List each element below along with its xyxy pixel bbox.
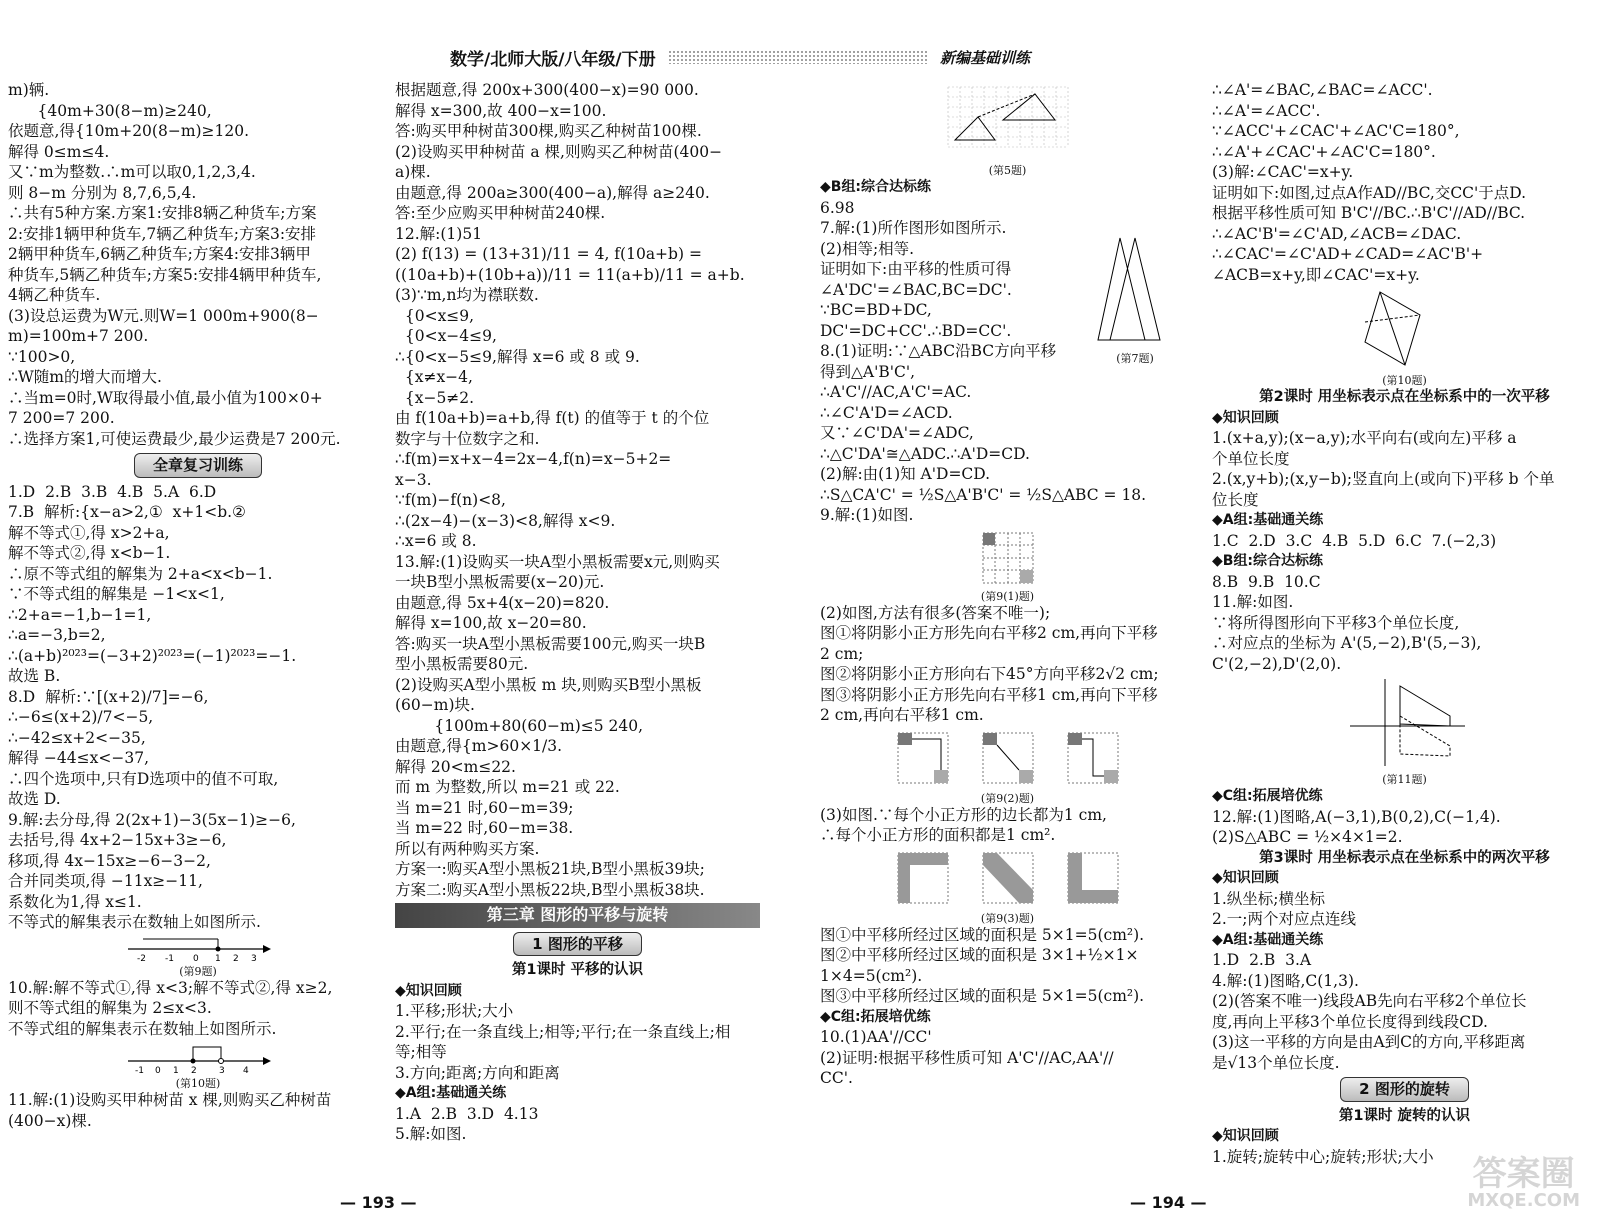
text-line: ∴W随m的增大而增大. xyxy=(8,368,162,386)
text-line: 证明如下:由平移的性质可得 xyxy=(820,260,1012,278)
text-line: {40m+30(8−m)≥240, xyxy=(8,101,212,120)
lines-col2b xyxy=(395,981,760,1145)
text-line: {x≠x−4, xyxy=(395,368,473,386)
text-line: 而 m 为整数,所以 m=21 或 22. xyxy=(395,778,620,796)
text-line: ∴当m=0时,W取得最小值,最小值为100×0+ xyxy=(8,388,323,407)
text-line: 系数化为1,得 x≤1. xyxy=(8,892,142,911)
tick: 1 xyxy=(215,953,221,963)
tick: 0 xyxy=(155,1066,161,1075)
text-line: ◆A组:基础通关练 xyxy=(395,1085,507,1101)
text-line: 1.C 2.D 3.C 4.B 5.D 6.C 7.(−2,3) xyxy=(1212,531,1497,550)
text-line: 又∵∠C'DA'=∠ADC, xyxy=(820,424,974,442)
text-line: 2:安排1辆甲种货车,7辆乙种货车;方案3:安排 xyxy=(8,224,317,243)
section-band-2: 2 图形的旋转 xyxy=(1212,1077,1597,1102)
text-line: ∴共有5种方案.方案1:安排8辆乙种货车;方案 xyxy=(8,204,317,222)
text-line: 6.98 xyxy=(820,198,855,217)
caption-q7: (第7题) xyxy=(1116,352,1154,365)
caption-q10: (第10题) xyxy=(175,1077,221,1090)
text-line: 解不等式②,得 x<b−1. xyxy=(8,544,171,562)
text-line: 位长度 xyxy=(1212,490,1259,509)
text-line: ◆A组:基础通关练 xyxy=(1212,931,1324,948)
text-line: 不等式组的解集表示在数轴上如图所示. xyxy=(8,1019,277,1038)
text-line: DC'=DC+CC'.∴BD=CC'. xyxy=(820,321,1012,340)
text-line: 答:至少应购买甲种树苗240棵. xyxy=(395,204,606,222)
caption-q9-3: (第9(3)题) xyxy=(980,911,1035,925)
text-line: 4.解:(1)图略,C(1,3). xyxy=(1212,971,1359,990)
text-line: 7.解:(1)所作图形如图所示. xyxy=(820,219,1007,237)
lines-col3b xyxy=(820,341,1195,526)
text-line: {0<x−4≤9, xyxy=(395,327,497,345)
text-line: 5.解:如图. xyxy=(395,1125,467,1143)
text-line: ∴∠A'+∠CAC'+∠AC'C=180°. xyxy=(1212,142,1436,161)
text-line: 解得 −44≤x<−37, xyxy=(8,749,149,767)
text-line: ∴f(m)=x+x−4=2x−4,f(n)=x−5+2= xyxy=(395,450,672,468)
lesson-title-2: 第2课时 用坐标表示点在坐标系中的一次平移 xyxy=(1259,389,1550,405)
page-header xyxy=(450,44,1030,70)
text-line: ∴∠A'=∠BAC,∠BAC=∠ACC'. xyxy=(1212,81,1433,99)
text-line: 1.纵坐标;横坐标 xyxy=(1212,889,1326,908)
number-line-q9 xyxy=(123,935,273,963)
lines-col1c xyxy=(8,978,388,1040)
header-title: 数学/北师大版/八年级/下册 xyxy=(450,49,656,70)
text-line: 9.解:去分母,得 2(2x+1)−3(5x−1)≥−6, xyxy=(8,810,296,829)
chapter-banner: 第三章 图形的平移与旋转 xyxy=(395,903,760,928)
text-line: 故选 D. xyxy=(8,790,61,808)
text-line: ∵将所得图形向下平移3个单位长度, xyxy=(1212,613,1460,632)
text-line: 所以有两种购买方案. xyxy=(395,839,540,858)
text-line: 1.旋转;旋转中心;旋转;形状;大小 xyxy=(1212,1147,1434,1166)
figure-q9-1 xyxy=(978,528,1038,588)
text-line: 12.解:(1)51 xyxy=(395,224,483,243)
number-line-q10 xyxy=(123,1041,273,1075)
text-line: ∴∠A'=∠ACC'. xyxy=(1212,101,1321,120)
text-line: 不等式的解集表示在数轴上如图所示. xyxy=(8,913,261,931)
text-line: 12.解:(1)图略,A(−3,1),B(0,2),C(−1,4). xyxy=(1212,807,1501,826)
text-line: 型小黑板需要80元. xyxy=(395,655,529,673)
text-line: 10.解:解不等式①,得 x<3;解不等式②,得 x≥2, xyxy=(8,978,333,997)
text-line: 2 cm,再向右平移1 cm. xyxy=(820,706,984,724)
lines-col1 xyxy=(8,80,388,449)
text-line: 合并同类项,得 −11x≥−11, xyxy=(8,872,203,890)
text-line: (2)如图,方法有很多(答案不唯一); xyxy=(820,603,1051,622)
tick: -2 xyxy=(137,953,146,963)
text-line: 一块B型小黑板需要(x−20)元. xyxy=(395,573,605,591)
tick: 3 xyxy=(251,953,257,963)
text-line: ∴(a+b)²⁰²³=(−3+2)²⁰²³=(−1)²⁰²³=−1. xyxy=(8,646,297,665)
text-line: (2)(答案不唯一)线段AB先向右平移2个单位长 xyxy=(1212,992,1527,1010)
tick: 3 xyxy=(219,1066,225,1075)
text-line: 8.B 9.B 10.C xyxy=(1212,572,1321,591)
text-line: x−3. xyxy=(395,470,432,489)
text-line: 依题意,得{10m+20(8−m)≥120. xyxy=(8,122,250,140)
text-line: ∴{0<x−5≤9,解得 x=6 或 8 或 9. xyxy=(395,347,640,366)
text-line: ∴四个选项中,只有D选项中的值不可取, xyxy=(8,769,279,788)
text-line: 3.方向;距离;方向和距离 xyxy=(395,1063,560,1082)
text-line: 由 f(10a+b)=a+b,得 f(t) 的值等于 t 的个位 xyxy=(395,409,710,427)
text-line: 根据平移性质可知 B'C'//BC.∴B'C'//AD//BC. xyxy=(1212,204,1526,222)
text-line: 又∵m为整数.∴m可以取0,1,2,3,4. xyxy=(8,163,256,181)
text-line: 2 cm; xyxy=(820,644,864,663)
text-line: ∴∠CAC'=∠C'AD+∠CAD=∠AC'B'+ xyxy=(1212,245,1484,263)
text-line: ∠A'DC'=∠BAC,BC=DC'. xyxy=(820,280,1012,299)
text-line: 答:购买一块A型小黑板需要100元,购买一块B xyxy=(395,634,706,653)
caption-q10b: (第10题) xyxy=(1382,374,1427,387)
lesson-title-3: 第3课时 用坐标表示点在坐标系中的两次平移 xyxy=(1259,849,1550,866)
text-line: 解得 x=100,故 x−20=80. xyxy=(395,614,587,632)
text-line: 图③中平移所经过区域的面积是 5×1=5(cm²). xyxy=(820,987,1145,1005)
text-line: ∴−42≤x+2<−35, xyxy=(8,728,146,747)
text-line: ∴A'C'//AC,A'C'=AC. xyxy=(820,383,972,401)
caption-q9: (第9题) xyxy=(179,964,217,978)
text-line: (2)相等;相等. xyxy=(820,239,915,258)
text-line: {100m+80(60−m)≤5 240, xyxy=(395,716,644,735)
figure-q11 xyxy=(1340,676,1470,771)
lines-col2 xyxy=(395,80,760,900)
text-line: 由题意,得 200a≥300(400−a),解得 a≥240. xyxy=(395,183,710,202)
text-line: 证明如下:如图,过点A作AD//BC,交CC'于点D. xyxy=(1212,183,1527,202)
text-line: 1.(x+a,y);(x−a,y);水平向右(或向左)平移 a xyxy=(1212,429,1517,447)
text-line: (2)设购买A型小黑板 m 块,则购买B型小黑板 xyxy=(395,675,702,694)
text-line: 度,再向上平移3个单位长度得到线段CD. xyxy=(1212,1012,1488,1031)
text-line: 11.解:(1)设购买甲种树苗 x 棵,则购买乙种树苗 xyxy=(8,1091,332,1109)
text-line: ∠ACB=x+y,即∠CAC'=x+y. xyxy=(1212,265,1420,284)
text-line: ∵100>0, xyxy=(8,347,76,366)
text-line: ◆A组:基础通关练 xyxy=(1212,512,1324,528)
text-line: 由题意,得{m>60×1/3. xyxy=(395,737,563,755)
text-line: ∴每个小正方形的面积都是1 cm². xyxy=(820,826,1056,844)
column-4 xyxy=(1212,80,1597,1167)
tick: -1 xyxy=(135,1066,144,1075)
lines-col3e xyxy=(820,925,1195,1089)
text-line: ◆B组:综合达标练 xyxy=(820,179,932,195)
text-line: ∴S△CA'C' = ½S△A'B'C' = ½S△ABC = 18. xyxy=(820,485,1147,504)
lines-col4c xyxy=(1212,786,1597,848)
caption-q9-2: (第9(2)题) xyxy=(980,791,1035,805)
text-line: 由题意,得 5x+4(x−20)=820. xyxy=(395,593,610,612)
tick: 0 xyxy=(193,953,199,963)
text-line: 1.D 2.B 3.A xyxy=(1212,951,1312,969)
text-line: CC'. xyxy=(820,1069,853,1087)
text-line: (60−m)块. xyxy=(395,696,475,714)
text-line: ∴x=6 或 8. xyxy=(395,532,477,550)
section-band-1: 1 图形的平移 xyxy=(395,932,760,957)
text-line: ◆B组:综合达标练 xyxy=(1212,553,1324,569)
text-line: 图②中平移所经过区域的面积是 3×1+½×1× xyxy=(820,946,1139,964)
text-line: ∵不等式组的解集是 −1<x<1, xyxy=(8,585,225,603)
text-line: 10.(1)AA'//CC' xyxy=(820,1028,932,1046)
text-line: ∴−6≤(x+2)/7<−5, xyxy=(8,708,154,726)
lines-col1d xyxy=(8,1090,388,1131)
watermark-line1: 答案圈 xyxy=(1472,1154,1575,1194)
text-line: (2)设购买甲种树苗 a 棵,则购买乙种树苗(400− xyxy=(395,142,723,161)
text-line: 2辆甲种货车,6辆乙种货车;方案4:安排3辆甲 xyxy=(8,245,311,263)
text-line: 1×4=5(cm²). xyxy=(820,966,923,985)
column-3 xyxy=(820,80,1195,1089)
watermark-line2: MXQE.COM xyxy=(1467,1190,1580,1211)
lines-col3c xyxy=(820,603,1195,726)
text-line: 当 m=22 时,60−m=38. xyxy=(395,819,574,837)
text-line: 解不等式①,得 x>2+a, xyxy=(8,523,170,542)
text-line: 图①中平移所经过区域的面积是 5×1=5(cm²). xyxy=(820,925,1145,944)
text-line: (2)S△ABC = ½×4×1=2. xyxy=(1212,828,1403,846)
text-line: 1.A 2.B 3.D 4.13 xyxy=(395,1104,539,1123)
text-line: 2.(x,y+b);(x,y−b);竖直向上(或向下)平移 b 个单 xyxy=(1212,470,1555,488)
text-line: ∴对应点的坐标为 A'(5,−2),B'(5,−3), xyxy=(1212,634,1482,652)
text-line: 解得 0≤m≤4. xyxy=(8,142,110,161)
tick: 2 xyxy=(191,1066,197,1075)
text-line: ∴2+a=−1,b−1=1, xyxy=(8,605,152,624)
text-line: 当 m=21 时,60−m=39; xyxy=(395,798,574,817)
lines-col4b xyxy=(1212,408,1597,675)
page-number-right: — 194 — xyxy=(1130,1193,1207,1212)
tick: 4 xyxy=(243,1066,249,1075)
text-line: ∵BC=BD+DC, xyxy=(820,301,932,319)
text-line: 根据题意,得 200x+300(400−x)=90 000. xyxy=(395,81,699,99)
text-line: 11.解:如图. xyxy=(1212,593,1294,611)
text-line: ∴选择方案1,可使运费最少,最少运费是7 200元. xyxy=(8,429,341,448)
text-line: 图①将阴影小正方形先向右平移2 cm,再向下平移 xyxy=(820,624,1158,642)
caption-q9-1: (第9(1)题) xyxy=(980,589,1035,603)
text-line: 1.D 2.B 3.B 4.B 5.A 6.D xyxy=(8,482,217,501)
text-line: ∴(2x−4)−(x−3)<8,解得 x<9. xyxy=(395,511,616,530)
text-line: 数字与十位数字之和. xyxy=(395,429,540,448)
text-line: ∴△C'DA'≅△ADC.∴A'D=CD. xyxy=(820,444,1030,463)
figure-q9-2 xyxy=(888,728,1128,790)
text-line: 解得 20<m≤22. xyxy=(395,757,516,776)
text-line: ◆知识回顾 xyxy=(395,982,462,999)
figure-q10 xyxy=(1355,287,1455,372)
tick: 2 xyxy=(233,953,239,963)
column-2 xyxy=(395,80,760,1145)
text-line: C'(2,−2),D'(2,0). xyxy=(1212,654,1342,673)
tick: -1 xyxy=(165,953,174,963)
text-line: 等;相等 xyxy=(395,1043,447,1061)
lines-col4d xyxy=(1212,868,1597,1073)
text-line: ◆知识回顾 xyxy=(1212,409,1279,426)
text-line: (2) f(13) = (13+31)/11 = 4, f(10a+b) = xyxy=(395,245,702,263)
text-line: ∵∠ACC'+∠CAC'+∠AC'C=180°, xyxy=(1212,122,1460,140)
text-line: 移项,得 4x−15x≥−6−3−2, xyxy=(8,851,211,870)
text-line: (400−x)棵. xyxy=(8,1111,92,1130)
text-line: 图②将阴影小正方形向右下45°方向平移2√2 cm; xyxy=(820,665,1159,683)
text-line: 7 200=7 200. xyxy=(8,409,115,427)
text-line: (3)∵m,n均为襟联数. xyxy=(395,286,539,304)
text-line: 图③将阴影小正方形先向右平移1 cm,再向下平移 xyxy=(820,685,1158,704)
text-line: 种货车,5辆乙种货车;方案5:安排4辆甲种货车, xyxy=(8,265,322,284)
text-line: ◆知识回顾 xyxy=(1212,1128,1279,1144)
watermark xyxy=(1467,1154,1580,1211)
text-line: ∴原不等式组的解集为 2+a<x<b−1. xyxy=(8,564,273,583)
text-line: (3)这一平移的方向是由A到C的方向,平移距离 xyxy=(1212,1033,1526,1051)
text-line: 答:购买甲种树苗300棵,购买乙种树苗100棵. xyxy=(395,122,702,140)
text-line: 8.(1)证明:∵△ABC沿BC方向平移 xyxy=(820,342,1057,360)
lesson-title-1: 第1课时 平移的认识 xyxy=(511,962,644,978)
text-line: 8.D 解析:∵[(x+2)/7]=−6, xyxy=(8,687,209,706)
text-line: 是√13个单位长度. xyxy=(1212,1053,1340,1072)
column-1 xyxy=(8,80,388,1131)
text-line: 2.一;两个对应点连线 xyxy=(1212,910,1357,928)
text-line: {x−5≠2. xyxy=(395,388,475,407)
figure-q9-3 xyxy=(888,848,1128,910)
figure-q5 xyxy=(943,82,1073,162)
text-line: 4辆乙种货车. xyxy=(8,286,101,304)
text-line: 2.平行;在一条直线上;相等;平行;在一条直线上;相 xyxy=(395,1022,731,1041)
lesson-title-4: 第1课时 旋转的认识 xyxy=(1338,1107,1471,1124)
axis9-labels xyxy=(137,954,257,963)
text-line: (3)解:∠CAC'=x+y. xyxy=(1212,163,1354,181)
text-line: ◆C组:拓展培优练 xyxy=(820,1008,931,1025)
text-line: 解得 x=300,故 400−x=100. xyxy=(395,101,607,120)
text-line: ((10a+b)+(10b+a))/11 = 11(a+b)/11 = a+b. xyxy=(395,265,745,284)
text-line: 方案一:购买A型小黑板21块,B型小黑板39块; xyxy=(395,860,705,878)
text-line: ∵f(m)−f(n)<8, xyxy=(395,491,506,509)
text-line: 故选 B. xyxy=(8,667,61,685)
text-line: 7.B 解析:{x−a>2,① x+1<b.② xyxy=(8,503,246,521)
lines-col1b xyxy=(8,482,388,933)
text-line: 方案二:购买A型小黑板22块,B型小黑板38块. xyxy=(395,880,705,899)
tick: 1 xyxy=(173,1066,179,1075)
text-line: 去括号,得 4x+2−15x+3≥−6, xyxy=(8,831,227,849)
text-line: ◆知识回顾 xyxy=(1212,870,1279,886)
text-line: (3)设总运费为W元.则W=1 000m+900(8− xyxy=(8,306,319,325)
text-line: ◆C组:拓展培优练 xyxy=(1212,788,1323,804)
text-line: 个单位长度 xyxy=(1212,449,1290,468)
text-line: 1.平移;形状;大小 xyxy=(395,1002,514,1020)
header-dots xyxy=(668,50,928,64)
text-line: ∴∠C'A'D=∠ACD. xyxy=(820,403,953,422)
lines-col3d xyxy=(820,805,1195,846)
text-line: m)辆. xyxy=(8,81,50,99)
text-line: ∴a=−3,b=2, xyxy=(8,626,106,644)
text-line: (2)解:由(1)知 A'D=CD. xyxy=(820,465,991,483)
review-band: 全章复习训练 xyxy=(8,453,388,478)
text-line: 9.解:(1)如图. xyxy=(820,506,914,524)
caption-q11: (第11题) xyxy=(1382,773,1427,786)
text-line: {0<x≤9, xyxy=(395,306,475,325)
caption-q5: (第5题) xyxy=(988,164,1027,177)
text-line: ∴∠AC'B'=∠C'AD,∠ACB=∠DAC. xyxy=(1212,224,1462,243)
text-line: 则 8−m 分别为 8,7,6,5,4. xyxy=(8,183,197,202)
text-line: (3)如图.∵每个小正方形的边长都为1 cm, xyxy=(820,805,1107,824)
text-line: 13.解:(1)设购买一块A型小黑板需要x元,则购买 xyxy=(395,552,720,571)
text-line: 则不等式组的解集为 2≤x<3. xyxy=(8,999,212,1017)
text-line: (2)证明:根据平移性质可知 A'C'//AC,AA'// xyxy=(820,1048,1114,1067)
text-line: m)=100m+7 200. xyxy=(8,327,149,345)
header-series: 新编基础训练 xyxy=(939,48,1030,67)
lines-col4 xyxy=(1212,80,1597,285)
text-line: a)棵. xyxy=(395,163,431,181)
page-number-left: — 193 — xyxy=(340,1193,417,1212)
figure-q7 xyxy=(1090,230,1180,350)
text-line: 得到△A'B'C', xyxy=(820,362,916,381)
